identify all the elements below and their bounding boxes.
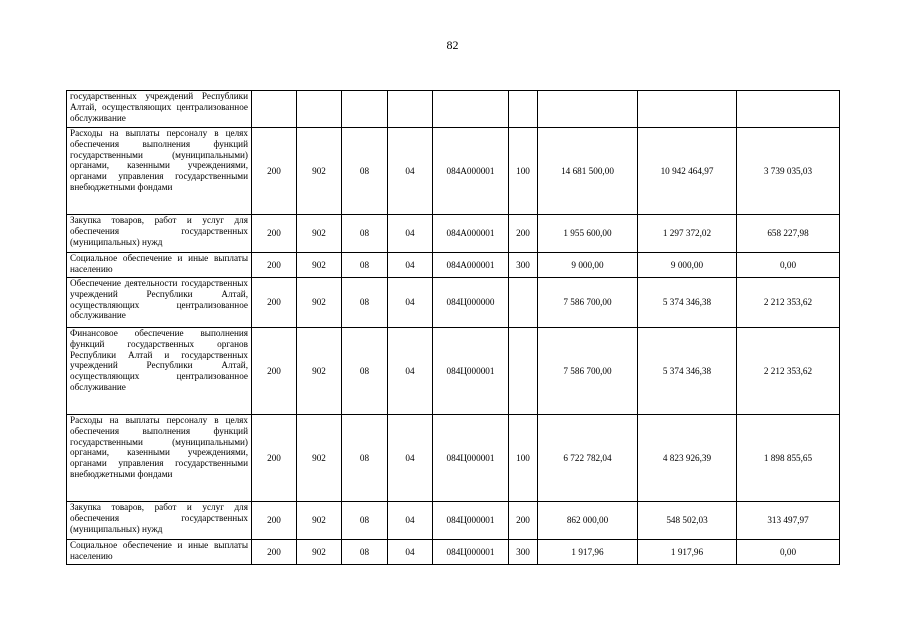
cell-expense-type: 100 <box>509 415 538 502</box>
cell-ministry-code: 902 <box>297 278 342 328</box>
cell-expense-type <box>509 278 538 328</box>
cell-amount-planned: 1 917,96 <box>538 540 638 565</box>
cell-subsection: 04 <box>388 278 433 328</box>
cell-ministry-code: 902 <box>297 328 342 415</box>
table-row <box>67 328 840 415</box>
cell-admin-group: 200 <box>252 502 297 540</box>
row-description: Расходы на выплаты персоналу в целях обеспечения выполнения функций государственными (муниципальными) органами, казенными учреждениями, органами управления государственными внебюджетными фондами <box>67 415 252 502</box>
cell-amount-executed: 9 000,00 <box>638 253 737 278</box>
cell-amount-executed: 4 823 926,39 <box>638 415 737 502</box>
cell-admin-group <box>252 91 297 128</box>
cell-ministry-code: 902 <box>297 128 342 215</box>
cell-subsection: 04 <box>388 215 433 253</box>
cell-amount-planned: 7 586 700,00 <box>538 278 638 328</box>
table-row <box>67 215 840 253</box>
row-description: Расходы на выплаты персоналу в целях обеспечения выполнения функций государственными (муниципальными) органами, казенными учреждениями, органами управления государственными внебюджетными фондами <box>67 128 252 215</box>
table-row <box>67 278 840 328</box>
row-description: Социальное обеспечение и иные выплаты населению <box>67 540 252 565</box>
cell-amount-remaining: 658 227,98 <box>737 215 840 253</box>
cell-admin-group: 200 <box>252 253 297 278</box>
cell-admin-group: 200 <box>252 215 297 253</box>
cell-amount-executed: 10 942 464,97 <box>638 128 737 215</box>
cell-section <box>342 91 388 128</box>
cell-section: 08 <box>342 253 388 278</box>
cell-section: 08 <box>342 278 388 328</box>
cell-expense-type: 200 <box>509 502 538 540</box>
cell-target-article: 084A000001 <box>433 253 509 278</box>
cell-amount-planned: 862 000,00 <box>538 502 638 540</box>
cell-amount-remaining: 2 212 353,62 <box>737 328 840 415</box>
cell-subsection: 04 <box>388 253 433 278</box>
cell-section: 08 <box>342 328 388 415</box>
cell-expense-type <box>509 91 538 128</box>
row-description: Финансовое обеспечение выполнения функций государственных органов Республики Алтай и государственных учреждений Республики Алтай, осуществляющих централизованное обслуживание <box>67 328 252 415</box>
cell-ministry-code <box>297 91 342 128</box>
row-description: Обеспечение деятельности государственных учреждений Республики Алтай, осуществляющих централизованное обслуживание <box>67 278 252 328</box>
table-row <box>67 253 840 278</box>
cell-expense-type: 300 <box>509 540 538 565</box>
cell-target-article: 084Ц000001 <box>433 540 509 565</box>
table-row <box>67 415 840 502</box>
cell-amount-remaining: 0,00 <box>737 253 840 278</box>
cell-amount-executed: 548 502,03 <box>638 502 737 540</box>
cell-admin-group: 200 <box>252 128 297 215</box>
cell-amount-executed: 1 297 372,02 <box>638 215 737 253</box>
cell-amount-remaining: 2 212 353,62 <box>737 278 840 328</box>
table-row <box>67 91 840 128</box>
cell-amount-executed: 5 374 346,38 <box>638 278 737 328</box>
cell-amount-remaining: 1 898 855,65 <box>737 415 840 502</box>
cell-amount-remaining: 3 739 035,03 <box>737 128 840 215</box>
cell-amount-planned: 7 586 700,00 <box>538 328 638 415</box>
cell-subsection: 04 <box>388 540 433 565</box>
row-description: Закупка товаров, работ и услуг для обеспечения государственных (муниципальных) нужд <box>67 502 252 540</box>
cell-section: 08 <box>342 415 388 502</box>
cell-ministry-code: 902 <box>297 502 342 540</box>
cell-target-article: 084Ц000000 <box>433 278 509 328</box>
cell-ministry-code: 902 <box>297 253 342 278</box>
cell-target-article <box>433 91 509 128</box>
cell-amount-planned: 1 955 600,00 <box>538 215 638 253</box>
table-row <box>67 540 840 565</box>
cell-admin-group: 200 <box>252 540 297 565</box>
cell-amount-planned: 6 722 782,04 <box>538 415 638 502</box>
budget-table <box>66 90 840 565</box>
cell-target-article: 084Ц000001 <box>433 328 509 415</box>
cell-section: 08 <box>342 502 388 540</box>
cell-amount-remaining: 313 497,97 <box>737 502 840 540</box>
cell-expense-type <box>509 328 538 415</box>
cell-admin-group: 200 <box>252 415 297 502</box>
table-row <box>67 502 840 540</box>
cell-target-article: 084Ц000001 <box>433 415 509 502</box>
cell-subsection: 04 <box>388 328 433 415</box>
row-description: государственных учреждений Республики Алтай, осуществляющих централизованное обслуживание <box>67 91 252 128</box>
cell-subsection: 04 <box>388 502 433 540</box>
cell-target-article: 084A000001 <box>433 215 509 253</box>
cell-admin-group: 200 <box>252 278 297 328</box>
cell-subsection: 04 <box>388 128 433 215</box>
cell-expense-type: 200 <box>509 215 538 253</box>
cell-amount-planned: 14 681 500,00 <box>538 128 638 215</box>
cell-subsection: 04 <box>388 415 433 502</box>
row-description: Социальное обеспечение и иные выплаты населению <box>67 253 252 278</box>
cell-section: 08 <box>342 215 388 253</box>
cell-ministry-code: 902 <box>297 215 342 253</box>
cell-amount-remaining <box>737 91 840 128</box>
cell-expense-type: 100 <box>509 128 538 215</box>
cell-ministry-code: 902 <box>297 415 342 502</box>
cell-section: 08 <box>342 128 388 215</box>
cell-section: 08 <box>342 540 388 565</box>
cell-target-article: 084Ц000001 <box>433 502 509 540</box>
cell-amount-remaining: 0,00 <box>737 540 840 565</box>
cell-amount-executed <box>638 91 737 128</box>
cell-amount-planned <box>538 91 638 128</box>
cell-target-article: 084A000001 <box>433 128 509 215</box>
page-number: 82 <box>446 38 459 52</box>
table-row <box>67 128 840 215</box>
cell-amount-executed: 5 374 346,38 <box>638 328 737 415</box>
cell-subsection <box>388 91 433 128</box>
cell-expense-type: 300 <box>509 253 538 278</box>
cell-amount-planned: 9 000,00 <box>538 253 638 278</box>
cell-ministry-code: 902 <box>297 540 342 565</box>
cell-amount-executed: 1 917,96 <box>638 540 737 565</box>
cell-admin-group: 200 <box>252 328 297 415</box>
row-description: Закупка товаров, работ и услуг для обеспечения государственных (муниципальных) нужд <box>67 215 252 253</box>
